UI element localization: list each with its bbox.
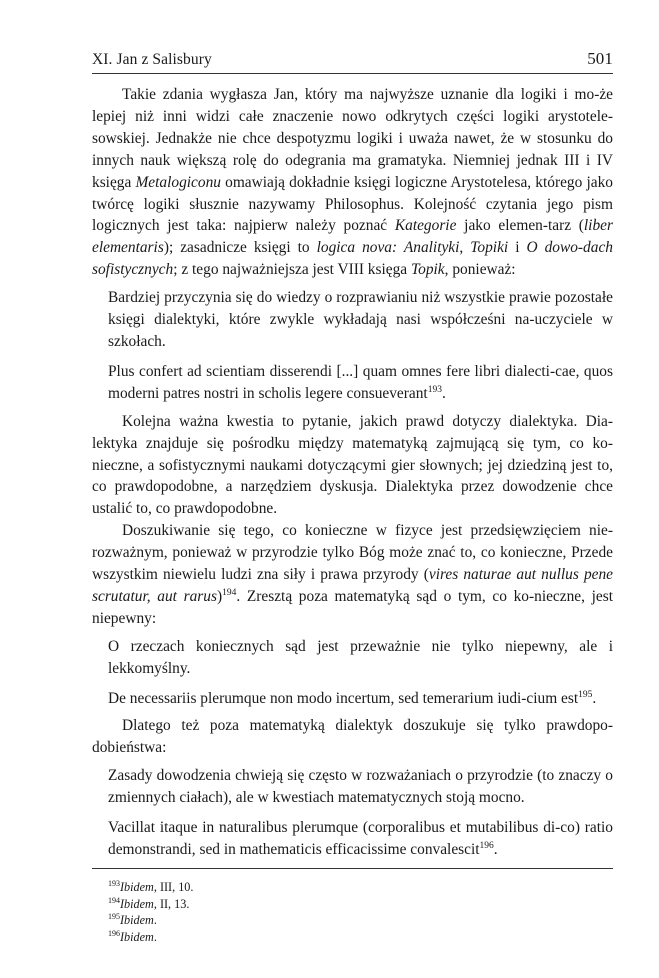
quote-text: Bardziej przyczynia się do wiedzy o rozprawianiu niż wszystkie prawie pozostałe księgi dialektyki, które zwykle wykładają nasi współcześni na-uczyciele w szkołach.	[108, 289, 613, 350]
footnote-text: .	[153, 913, 157, 927]
footnote-text: .	[153, 929, 157, 944]
footnote-ref-194[interactable]: 194	[222, 587, 237, 598]
quote-text: O rzeczach koniecznych sąd jest przeważnie nie tylko niepewny, ale i lekkomyślny.	[108, 637, 613, 677]
text-run: ; z tego najważniejsza jest VIII księga	[173, 261, 411, 279]
footnote-number: 193	[108, 878, 120, 888]
text-run: .	[441, 384, 446, 402]
footnote-text: , II, 13.	[153, 896, 190, 911]
footnote-195	[108, 912, 193, 929]
quote-text: De necessariis plerumque non modo incertum, sed temerarium iudi-cium est	[108, 689, 579, 707]
text-run: Doszukiwanie się tego, co konieczne w fizyce jest przedsięwzięciem nie-rozważnym, ponieważ w przyrodzie tylko Bóg może znać to, co konieczne, Przede wszystkim niewielu ludzi zna siły i prawa przyrody (	[92, 522, 613, 584]
footnote-number: 196	[108, 928, 120, 938]
paragraph-2: Kolejna ważna kwestia to pytanie, jakich prawd dotyczy dialektyka. Dia-lektyka znajduje się pośrodku między matematyką zajmującą się tym, co ko-nieczne, a sofistycznymi naukami dotyczącymi gier słownych; jej dziedziną jest to, co prawdopodobne, a narzędziem dyskusja. Dialektyka przez dowodzenie chce ustalić to, co prawdopodobne.	[92, 412, 613, 518]
footnote-ref-196[interactable]: 196	[479, 840, 494, 851]
footnote-ref-text: Ibidem	[120, 913, 154, 927]
running-head	[92, 49, 613, 69]
chapter-title: XI. Jan z Salisbury	[92, 51, 212, 68]
italic-title: Metalogiconu	[135, 173, 221, 191]
italic-title: Kategorie	[394, 217, 457, 235]
text-run: Takie zdania wygłasza Jan, który ma najwyższe uznanie dla logiki i mo-że lepiej niż inni widzi całe znaczenie nowo odkrytych części logiki arystotele-sowskiej. Jednakże nie chce despotyzmu logiki i uważa nawet, że w stosunku do innych nauk większą rolę do odegrania ma gramatyka. Niemniej jednak III i IV księga	[92, 86, 613, 191]
quote-latin-2	[108, 688, 613, 710]
header-rule	[92, 73, 613, 74]
paragraph-3	[92, 520, 613, 630]
text-run: jako elemen-tarz (	[456, 217, 584, 235]
quote-3	[108, 765, 613, 861]
footnote-rule	[92, 868, 613, 869]
text-run: ); zasadnicze księgi to	[163, 239, 317, 257]
italic-term: liber elementaris	[92, 217, 613, 257]
footnote-ref-text: Ibidem	[120, 929, 154, 944]
text-run: omawiają dokładnie księgi logiczne Arystotelesa, którego jako twórcę logiki słusznie nazywamy Philosophus. Kolejność czytania jego pism logicznych jest taka: najpierw należy poznać	[92, 173, 613, 235]
footnote-ref-195[interactable]: 195	[578, 689, 593, 700]
italic-title: Topiki	[470, 239, 509, 257]
footnote-193	[108, 879, 193, 896]
main-text	[92, 84, 613, 867]
footnote-196	[108, 929, 193, 946]
text-run: .	[493, 841, 498, 858]
quote-latin-3	[108, 817, 613, 861]
text-run: ,	[459, 239, 471, 257]
text-run: i	[508, 239, 527, 257]
text-run: )	[216, 587, 223, 605]
footnote-194	[108, 896, 193, 913]
page-number: 501	[587, 49, 613, 68]
quote-text: Plus confert ad scientiam disserendi [...] quam omnes fere libri dialecti-cae, quos moderni patres nostri in scholis legere consueverant	[108, 362, 613, 402]
footnote-text: , III, 10.	[153, 880, 194, 894]
italic-quote: vires naturae aut nullus pene scrutatur, aut rarus	[92, 566, 613, 605]
quote-text: Vacillat itaque in naturalibus plerumque (corporalibus et mutabilibus di-co) ratio demonstrandi, sed in mathematicis efficacissime convalescit	[108, 819, 613, 858]
text-run: , ponieważ:	[444, 261, 516, 279]
text-run: . Zresztą poza matematyką sąd o tym, co ko-nieczne, jest niepewny:	[92, 587, 613, 627]
italic-title: logica nova: Analityki	[316, 239, 460, 257]
paragraph-1	[92, 84, 613, 281]
paragraph-4: Dlatego też poza matematyką dialektyk doszukuje się tylko prawdopo-dobieństwa:	[92, 717, 613, 757]
text-run: .	[592, 689, 597, 707]
italic-title: O dowo-dach sofistycznych	[92, 239, 613, 279]
quote-latin-1	[108, 361, 613, 405]
footnotes	[108, 879, 193, 945]
footnote-number: 195	[108, 911, 120, 921]
footnote-number: 194	[108, 895, 120, 905]
quote-1	[108, 287, 613, 405]
italic-title: Topik	[410, 261, 445, 279]
footnote-ref-193[interactable]: 193	[427, 384, 442, 395]
quote-text: Zasady dowodzenia chwieją się często w rozważaniach o przyrodzie (to znaczy o zmiennych ciałach), ale w kwestiach matematycznych stoją mocno.	[108, 767, 613, 807]
footnote-ref-text: Ibidem	[120, 896, 154, 911]
quote-2	[108, 636, 613, 710]
footnote-ref-text: Ibidem	[120, 880, 154, 894]
